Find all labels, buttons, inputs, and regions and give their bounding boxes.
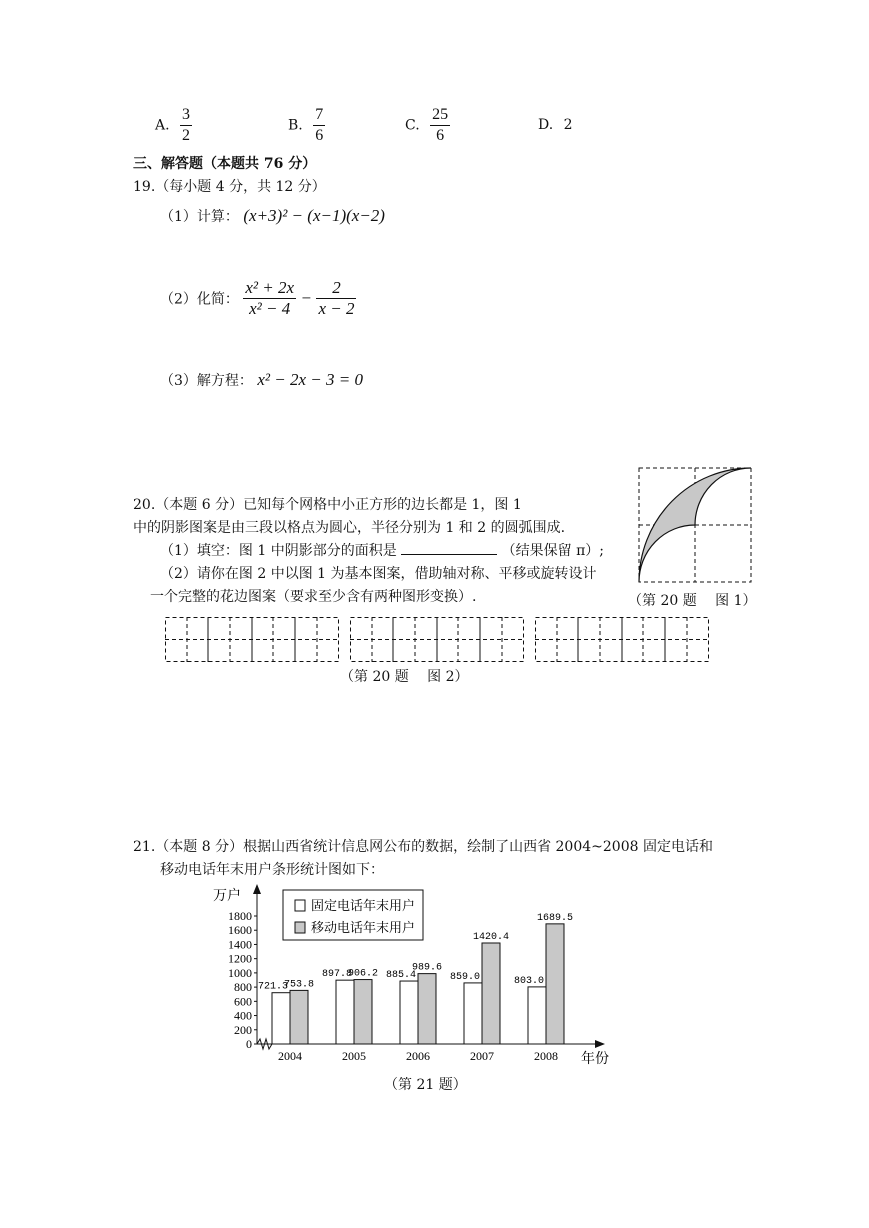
data-label: 803.0 — [513, 975, 545, 987]
choice-b-label: B. — [288, 117, 303, 134]
choice-b — [288, 105, 325, 146]
q19-part1-expression: (x+3)² − (x−1)(x−2) — [243, 206, 385, 225]
category-label: 2008 — [534, 1049, 558, 1063]
q19-part2-denominator2: x − 2 — [318, 299, 355, 318]
data-label: 1420.4 — [472, 931, 510, 943]
q20-line2: 中的阴影图案是由三段以格点为圆心，半径分别为 1 和 2 的圆弧围成. — [133, 520, 566, 536]
bar — [546, 924, 564, 1044]
q20-line5: 一个完整的花边图案（要求至少含有两种图形变换）. — [150, 589, 477, 605]
choice-c-denominator: 6 — [436, 127, 445, 144]
bar — [464, 983, 482, 1044]
q21-line1: 21.（本题 8 分）根据山西省统计信息网公布的数据，绘制了山西省 2004~2008 固定电话和 — [133, 839, 713, 855]
choice-b-denominator: 6 — [315, 127, 324, 144]
y-tick-label: 800 — [234, 980, 252, 995]
section-title: 三、解答题（本题共 76 分） — [133, 156, 317, 172]
legend-label: 移动电话年末用户 — [311, 921, 416, 936]
y-tick-label: 200 — [234, 1022, 252, 1037]
q19-part1 — [160, 206, 385, 226]
choice-a-fraction — [180, 105, 192, 146]
choice-d — [538, 117, 573, 133]
figure2-grid-3 — [535, 617, 709, 662]
choice-c-label: C. — [405, 117, 420, 134]
q19-part3-expression: x² − 2x − 3 = 0 — [257, 370, 363, 389]
bar — [400, 981, 418, 1044]
bar — [336, 980, 354, 1044]
q19-part2 — [160, 278, 356, 319]
bar — [528, 987, 546, 1044]
choice-b-fraction — [313, 105, 325, 146]
y-tick-label: 1400 — [228, 937, 252, 952]
bar — [482, 943, 500, 1044]
choice-a-numerator: 3 — [180, 105, 192, 126]
bar — [272, 993, 290, 1044]
choice-c-fraction — [430, 105, 450, 146]
legend-label: 固定电话年末用户 — [311, 899, 416, 914]
y-tick-label: 400 — [234, 1008, 252, 1023]
data-label: 897.8 — [321, 969, 353, 981]
y-tick-label: 600 — [234, 994, 252, 1009]
bar-chart — [205, 880, 625, 1070]
y-axis-label: 万户 — [213, 888, 241, 904]
choice-a — [155, 105, 192, 146]
data-label: 859.0 — [449, 971, 481, 983]
legend-swatch — [295, 922, 305, 933]
y-tick-label: 1200 — [228, 951, 252, 966]
x-axis-arrow — [595, 1040, 605, 1048]
q20-line3-text: （1）填空：图 1 中阴影部分的面积是 — [160, 543, 397, 559]
figure2-grid-svg — [165, 617, 710, 663]
figure1-caption: （第 20 题 图 1） — [628, 593, 757, 609]
legend-swatch — [295, 900, 305, 911]
q21-line2: 移动电话年末用户条形统计图如下： — [160, 862, 384, 878]
q20-line3-suffix: （结果保留 π）; — [501, 543, 604, 559]
x-axis-label: 年份 — [581, 1051, 609, 1067]
figure1-shaded-region — [639, 468, 751, 582]
choice-a-label: A. — [155, 117, 170, 134]
choice-b-numerator: 7 — [313, 105, 325, 126]
minus-sign: − — [300, 288, 312, 308]
figure2-grid-1 — [165, 617, 339, 662]
figure1 — [636, 465, 754, 585]
data-label: 1689.5 — [536, 912, 574, 924]
choice-d-value: 2 — [563, 117, 573, 133]
y-tick-label: 1000 — [228, 965, 252, 980]
data-label: 989.6 — [411, 962, 443, 974]
choice-d-label: D. — [538, 117, 554, 133]
choice-c — [405, 105, 450, 146]
choice-c-numerator: 25 — [430, 105, 450, 126]
bar — [418, 974, 436, 1044]
data-label: 753.8 — [283, 979, 315, 991]
q19-part3-label: （3）解方程： — [160, 373, 253, 389]
bar — [290, 990, 308, 1044]
q20-line4: （2）请你在图 2 中以图 1 为基本图案，借助轴对称、平移或旋转设计 — [160, 566, 597, 582]
category-label: 2004 — [278, 1049, 302, 1063]
y-axis-arrow — [253, 884, 261, 894]
figure2-grid-2 — [350, 617, 524, 662]
q19-part3 — [160, 370, 363, 390]
data-label: 885.4 — [385, 970, 417, 982]
chart-caption: （第 21 题） — [384, 1077, 467, 1093]
q19-part2-label: （2）化简： — [160, 291, 239, 308]
answer-blank[interactable] — [401, 542, 497, 555]
y-tick-label: 1600 — [228, 923, 252, 938]
choice-a-denominator: 2 — [182, 127, 191, 144]
q19-part2-fraction1 — [243, 278, 296, 319]
figure2-grids — [165, 617, 710, 663]
q19-part2-denominator1: x² − 4 — [249, 299, 291, 318]
category-label: 2006 — [406, 1049, 430, 1063]
q19-header: 19.（每小题 4 分，共 12 分） — [133, 179, 326, 195]
y-tick-label: 1800 — [228, 909, 252, 923]
q19-part2-numerator2: 2 — [316, 278, 356, 299]
q20-line1: 20.（本题 6 分）已知每个网格中小正方形的边长都是 1，图 1 — [133, 497, 522, 513]
data-label: 906.2 — [347, 968, 379, 980]
figure2-caption: （第 20 题 图 2） — [340, 669, 469, 685]
q19-part2-fraction2 — [316, 278, 356, 319]
category-label: 2007 — [470, 1049, 494, 1063]
q19-part1-label: （1）计算： — [160, 209, 239, 225]
q19-part2-numerator1: x² + 2x — [245, 278, 295, 297]
data-label: 721.3 — [257, 981, 289, 993]
q20-line3 — [160, 540, 604, 560]
bar — [354, 980, 372, 1044]
y-tick-label: 0 — [246, 1037, 252, 1051]
category-label: 2005 — [342, 1049, 366, 1063]
